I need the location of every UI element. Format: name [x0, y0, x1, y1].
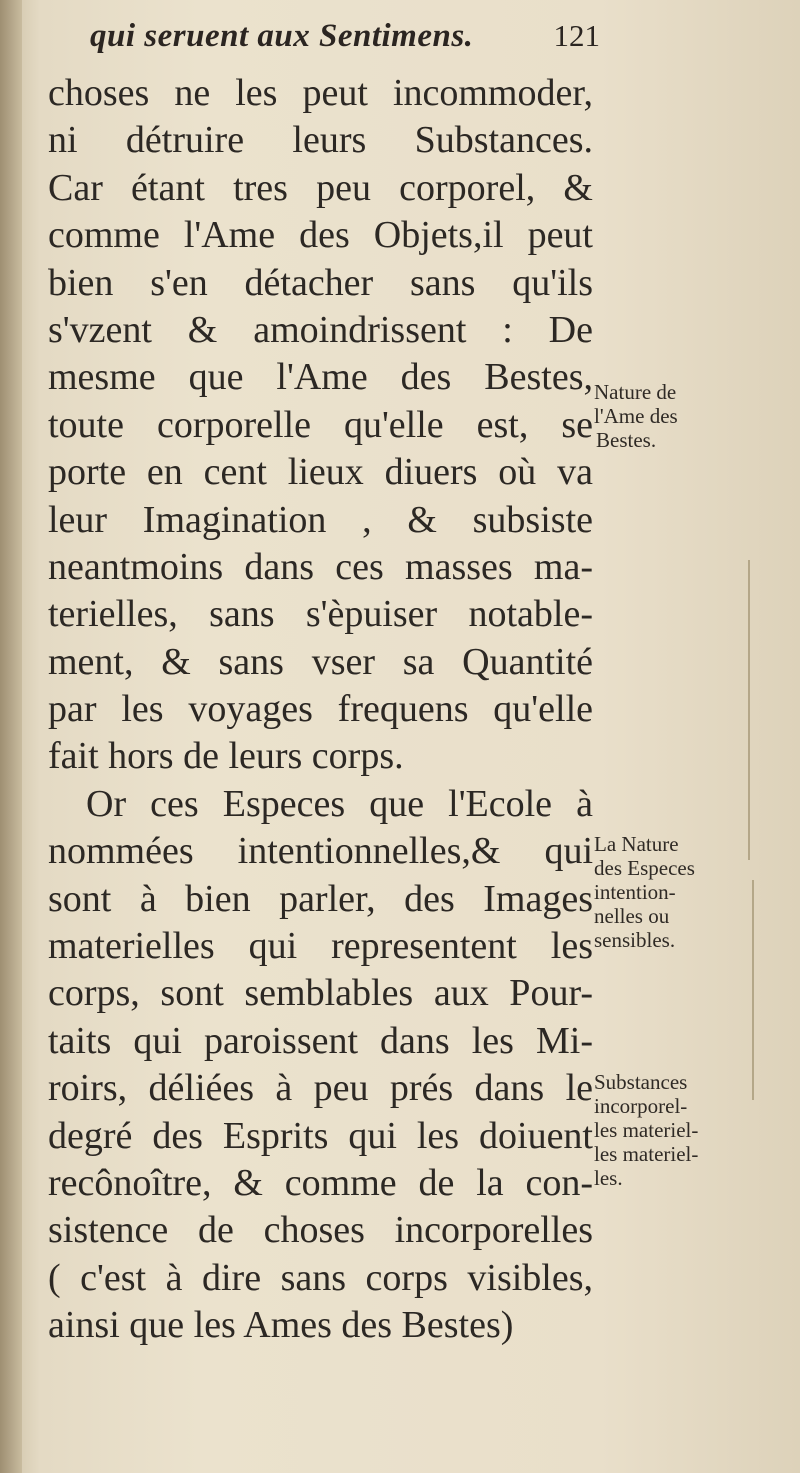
margin-note-line: intention- — [594, 880, 676, 904]
text-line: sistence de choses incorporelles — [48, 1209, 593, 1252]
margin-note-line: les. — [594, 1166, 623, 1190]
margin-note-line: l'Ame des — [594, 404, 678, 428]
text-line: degré des Esprits qui les doiuent — [48, 1114, 593, 1157]
margin-note-line: des Especes — [594, 856, 695, 880]
text-line: nommées intentionnelles,& qui — [48, 830, 593, 873]
text-line: taits qui paroissent dans les Mi- — [48, 1019, 593, 1062]
margin-note-line: La Nature — [594, 832, 679, 856]
text-line: porte en cent lieux diuers où va — [48, 451, 593, 494]
margin-note-line: sensibles. — [594, 928, 676, 952]
text-line: Or ces Especes que l'Ecole à — [86, 782, 593, 825]
text-line: neantmoins dans ces masses ma- — [48, 545, 593, 588]
margin-note-line: les materiel- — [594, 1118, 699, 1142]
running-head: qui seruent aux Sentimens. — [90, 18, 474, 54]
text-line: terielles, sans s'èpuiser notable- — [48, 593, 593, 636]
text-line: Car étant tres peu corporel, & — [48, 166, 593, 209]
text-line: sont à bien parler, des Images — [48, 877, 593, 920]
margin-note-substances — [594, 1070, 744, 1190]
text-line: materielles qui representent les — [48, 925, 593, 968]
page-header — [90, 18, 600, 68]
page-gutter — [0, 0, 22, 1473]
text-line: par les voyages frequens qu'elle — [48, 688, 593, 731]
text-line: ment, & sans vser sa Quantité — [48, 640, 593, 683]
page-edge-mark — [748, 560, 750, 860]
text-line: bien s'en détacher sans qu'ils — [48, 261, 593, 304]
text-line: s'vzent & amoindrissent : De — [48, 308, 593, 351]
text-line: choses ne les peut incommoder, — [48, 72, 593, 114]
page-edge-mark — [752, 880, 754, 1100]
main-text-block — [48, 70, 593, 1350]
margin-note-line: Substances — [594, 1070, 688, 1094]
text-line: mesme que l'Ame des Bestes, — [48, 356, 593, 399]
text-line: corps, sont semblables aux Pour- — [48, 972, 593, 1015]
margin-note-line: les materiel- — [594, 1142, 699, 1166]
text-line: ( c'est à dire sans corps visibles, — [48, 1256, 593, 1299]
text-line: comme l'Ame des Objets,il peut — [48, 214, 593, 257]
margin-note-line: Bestes. — [596, 428, 657, 452]
text-line: ainsi que les Ames des Bestes) — [48, 1304, 514, 1347]
text-line: fait hors de leurs corps. — [48, 735, 404, 778]
text-line: ni détruire leurs Substances. — [48, 119, 593, 162]
margin-note-line: Nature de — [594, 380, 677, 404]
text-line: recônoître, & comme de la con- — [48, 1161, 593, 1204]
page-number: 121 — [553, 18, 600, 53]
text-line: leur Imagination , & subsiste — [48, 498, 593, 541]
margin-note-nature-ame — [594, 380, 744, 452]
text-line: roirs, déliées à peu prés dans le — [48, 1067, 593, 1110]
margin-note-line: nelles ou — [594, 904, 670, 928]
margin-note-line: incorporel- — [594, 1094, 688, 1118]
margin-note-especes — [594, 832, 744, 952]
text-line: toute corporelle qu'elle est, se — [48, 403, 593, 446]
